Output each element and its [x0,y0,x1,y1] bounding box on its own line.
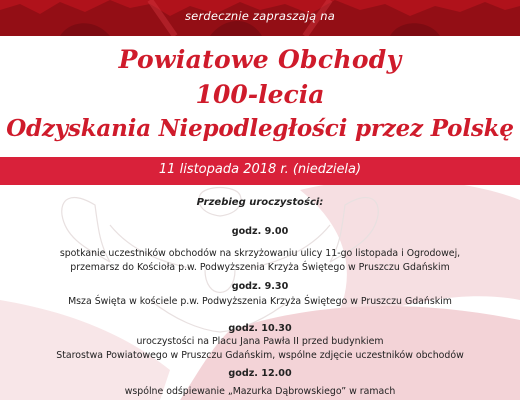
program-time-4: godz. 12.00 [228,368,292,379]
title-line-3: Odzyskania Niepodległości przez Polskę [6,115,514,142]
program-desc-2a: Msza Święta w kościele p.w. Podwyższenia Krzyża Świętego w Pruszczu Gdańskim [68,296,452,307]
program-desc-3a: uroczystości na Placu Jana Pawła II przed budynkiem [136,336,384,347]
title-line-1: Powiatowe Obchody [118,45,402,74]
program-desc-3b: Starostwa Powiatowego w Pruszczu Gdańskim, wspólne zdjęcie uczestników obchodów [56,350,464,361]
program-desc-1b: przemarsz do Kościoła p.w. Podwyższenia Krzyża Świętego w Pruszczu Gdańskim [70,262,450,273]
invite-line: serdecznie zapraszają na [184,9,335,23]
program-desc-4a: wspólne odśpiewanie „Mazurka Dąbrowskiego” w ramach [124,386,396,397]
program-time-3: godz. 10.30 [228,323,292,334]
program-time-2: godz. 9.30 [231,281,289,292]
program-desc-1a: spotkanie uczestników obchodów na skrzyżowaniu ulicy 11-go listopada i Ogrodowej, [59,248,461,259]
program-time-1: godz. 9.00 [231,226,289,237]
program-title: Przebieg uroczystości: [196,197,324,208]
title-line-2: 100-lecia [195,80,325,109]
top-banner [0,0,520,36]
event-date: 11 listopada 2018 r. (niedziela) [158,162,362,177]
